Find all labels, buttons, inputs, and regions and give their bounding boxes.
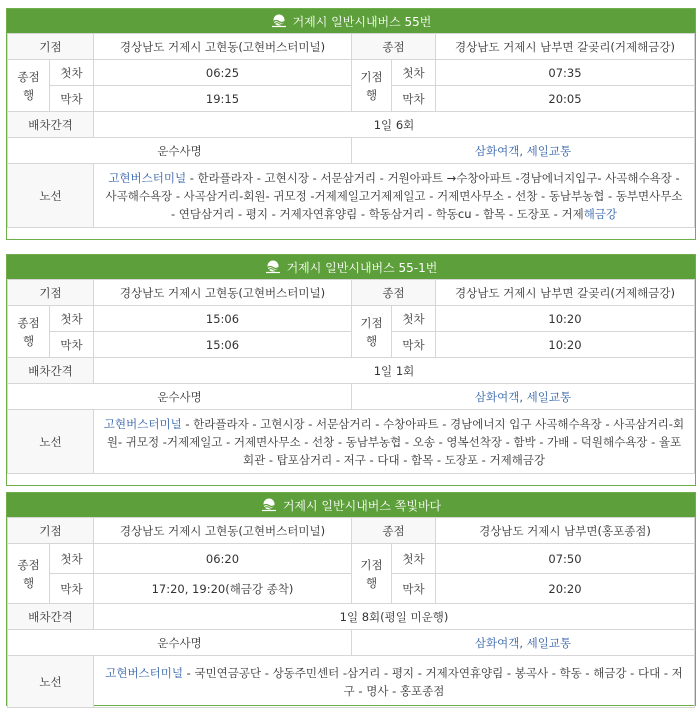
route-middle-stops: - 한라플라자 - 고현시장 - 서문삼거리 - 수창아파트 - 경남에너지 입구 사곡해수욕장 - 사곡삼거리-회원- 귀모정 -거제제일고 - 거제면사무소 - 선창 - 동남부농협 - 오송 - 영복선착장 - 함박 - 가배 - 덕원해수욕장 - 율포회관 - 탑포삼거리 - 저구 - 다대 - 함목 - 도장포 - 거제해금강 — [106, 416, 685, 467]
first-bus-label: 첫차 — [392, 306, 436, 332]
route-label: 노선 — [8, 164, 94, 228]
destination-value: 경상남도 거제시 남부면(홍포종점) — [436, 518, 695, 544]
operator-value: 삼화여객, 세일교통 — [352, 630, 695, 656]
destination-label: 종점 — [352, 518, 436, 544]
route-card — [6, 492, 696, 706]
schedule-table — [7, 517, 695, 708]
interval-value: 1일 6회 — [94, 112, 695, 138]
first-bus-time: 06:20 — [94, 544, 352, 574]
last-bus-label: 막차 — [392, 86, 436, 112]
origin-label: 기점 — [8, 280, 94, 306]
destination-label: 종점 — [352, 34, 436, 60]
operator-label: 운수사명 — [8, 138, 352, 164]
route-label: 노선 — [8, 656, 94, 708]
route-middle-stops: - 국민연금공단 - 상동주민센터 -삼거리 - 평지 - 거제자연휴양림 - 봉곡사 - 학동 - 해금강 - 다대 - 저구 - 명사 - 홍포종점 — [183, 665, 683, 698]
route-label: 노선 — [8, 410, 94, 474]
last-bus-time: 20:20 — [436, 574, 695, 604]
first-bus-time: 07:35 — [436, 60, 695, 86]
origin-value: 경상남도 거제시 고현동(고현버스터미널) — [94, 280, 352, 306]
last-bus-label: 막차 — [50, 332, 94, 358]
route-middle-stops: - 한라플라자 - 고현시장 - 서문삼거리 - 거원아파트 →수창아파트 -경남에너지입구- 사곡해수욕장 - 사곡해수욕장 - 사곡삼거리-회원- 귀모정 -거제제일고거제제일고 - 거제면사무소 - 선창 - 동남부농협 - 동부면사무소 - 연담삼거리 - 평지 - 거제자연휴양림 - 학동삼거리 - 학동cu - 함목 - 도장포 - 거제 — [105, 170, 683, 221]
schedule-table — [7, 33, 695, 228]
first-bus-label: 첫차 — [50, 306, 94, 332]
first-bus-label: 첫차 — [392, 60, 436, 86]
operator-label: 운수사명 — [8, 384, 352, 410]
route-title: 거제시 일반시내버스 55번 — [292, 14, 432, 29]
first-bus-label: 첫차 — [50, 544, 94, 574]
sun-wave-icon — [271, 14, 287, 28]
origin-value: 경상남도 거제시 고현동(고현버스터미널) — [94, 34, 352, 60]
first-bus-time: 15:06 — [94, 306, 352, 332]
route-title: 거제시 일반시내버스 55-1번 — [286, 260, 438, 275]
destination-value: 경상남도 거제시 남부면 갈곶리(거제해금강) — [436, 34, 695, 60]
direction-label-to-dest: 종점 행 — [8, 60, 50, 112]
origin-label: 기점 — [8, 518, 94, 544]
sun-wave-icon — [261, 498, 277, 512]
direction-label-to-dest: 종점 행 — [8, 544, 50, 604]
route-card — [6, 254, 696, 486]
route-start-stop: 고현버스터미널 — [108, 170, 187, 185]
last-bus-label: 막차 — [392, 332, 436, 358]
route-header — [7, 255, 695, 279]
first-bus-time: 10:20 — [436, 306, 695, 332]
last-bus-label: 막차 — [50, 574, 94, 604]
operator-value: 삼화여객, 세일교통 — [352, 384, 695, 410]
direction-label-to-dest: 종점 행 — [8, 306, 50, 358]
route-card — [6, 8, 696, 240]
last-bus-time: 19:15 — [94, 86, 352, 112]
interval-label: 배차간격 — [8, 358, 94, 384]
route-stops — [94, 656, 695, 708]
first-bus-time: 07:50 — [436, 544, 695, 574]
route-header — [7, 9, 695, 33]
interval-value: 1일 1회 — [94, 358, 695, 384]
operator-label: 운수사명 — [8, 630, 352, 656]
direction-label-to-origin: 기점 행 — [352, 544, 392, 604]
direction-label-to-origin: 기점 행 — [352, 60, 392, 112]
route-stops — [94, 164, 695, 228]
first-bus-label: 첫차 — [392, 544, 436, 574]
last-bus-time: 20:05 — [436, 86, 695, 112]
first-bus-time: 06:25 — [94, 60, 352, 86]
route-end-stop: 해금강 — [583, 206, 618, 221]
route-title: 거제시 일반시내버스 쪽빛바다 — [282, 498, 442, 513]
interval-label: 배차간격 — [8, 604, 94, 630]
interval-label: 배차간격 — [8, 112, 94, 138]
last-bus-label: 막차 — [50, 86, 94, 112]
last-bus-time: 10:20 — [436, 332, 695, 358]
destination-value: 경상남도 거제시 남부면 갈곶리(거제해금강) — [436, 280, 695, 306]
destination-label: 종점 — [352, 280, 436, 306]
last-bus-time: 15:06 — [94, 332, 352, 358]
first-bus-label: 첫차 — [50, 60, 94, 86]
interval-value: 1일 8회(평일 미운행) — [94, 604, 695, 630]
sun-wave-icon — [265, 260, 281, 274]
origin-label: 기점 — [8, 34, 94, 60]
route-stops — [94, 410, 695, 474]
route-header — [7, 493, 695, 517]
last-bus-label: 막차 — [392, 574, 436, 604]
route-start-stop: 고현버스터미널 — [105, 665, 183, 680]
schedule-table — [7, 279, 695, 474]
origin-value: 경상남도 거제시 고현동(고현버스터미널) — [94, 518, 352, 544]
direction-label-to-origin: 기점 행 — [352, 306, 392, 358]
operator-value: 삼화여객, 세일교통 — [352, 138, 695, 164]
route-start-stop: 고현버스터미널 — [103, 416, 182, 431]
last-bus-time: 17:20, 19:20(해금강 종착) — [94, 574, 352, 604]
